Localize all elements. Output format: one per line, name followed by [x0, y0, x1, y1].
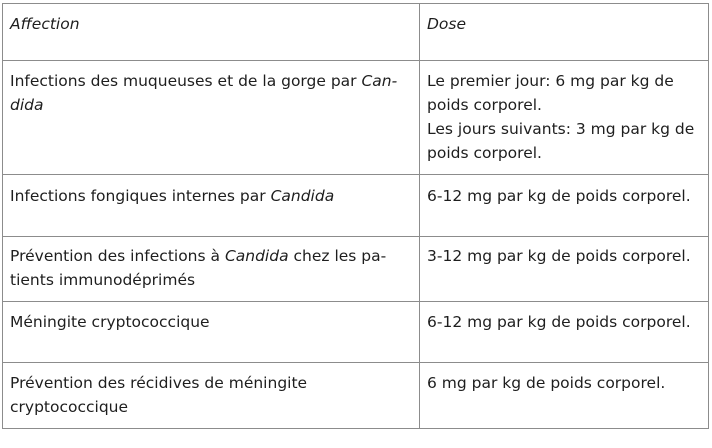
affection-cell: Prévention des récidives de méningite cryptococcique: [3, 363, 420, 429]
dose-cell: 6-12 mg par kg de poids corporel.: [420, 175, 709, 237]
affection-italic-text: Candida: [270, 187, 335, 205]
affection-cell: [3, 237, 420, 302]
dose-cell: 6-12 mg par kg de poids corporel.: [420, 302, 709, 363]
table-row: [3, 302, 709, 363]
table-row: [3, 237, 709, 302]
affection-text: Infections des muqueuses et de la gorge par: [10, 72, 362, 90]
dose-cell: 3-12 mg par kg de poids corporel.: [420, 237, 709, 302]
table-row: [3, 61, 709, 175]
dose-cell: [420, 61, 709, 175]
affection-text: Infections fongiques internes par: [10, 187, 271, 205]
affection-cell: [3, 61, 420, 175]
dose-text: Le premier jour: 6 mg par kg de poids corporel.: [427, 72, 674, 114]
header-affection: Affection: [3, 4, 420, 61]
dose-text: Les jours suivants: 3 mg par kg de poids corporel.: [427, 120, 695, 162]
affection-italic-text: Candida: [224, 247, 289, 265]
table-header-row: [3, 4, 709, 61]
affection-text: chez les pa-tients immunodéprimés: [10, 247, 387, 289]
dose-cell: 6 mg par kg de poids corporel.: [420, 363, 709, 429]
affection-text: Prévention des infections à: [10, 247, 225, 265]
affection-cell: Méningite cryptococcique: [3, 302, 420, 363]
table-row: [3, 363, 709, 429]
table-row: [3, 175, 709, 237]
header-dose: Dose: [420, 4, 709, 61]
affection-cell: [3, 175, 420, 237]
affection-italic-text: Can-: [361, 72, 398, 90]
dosage-table: [2, 3, 709, 429]
affection-italic-text: dida: [10, 96, 44, 114]
